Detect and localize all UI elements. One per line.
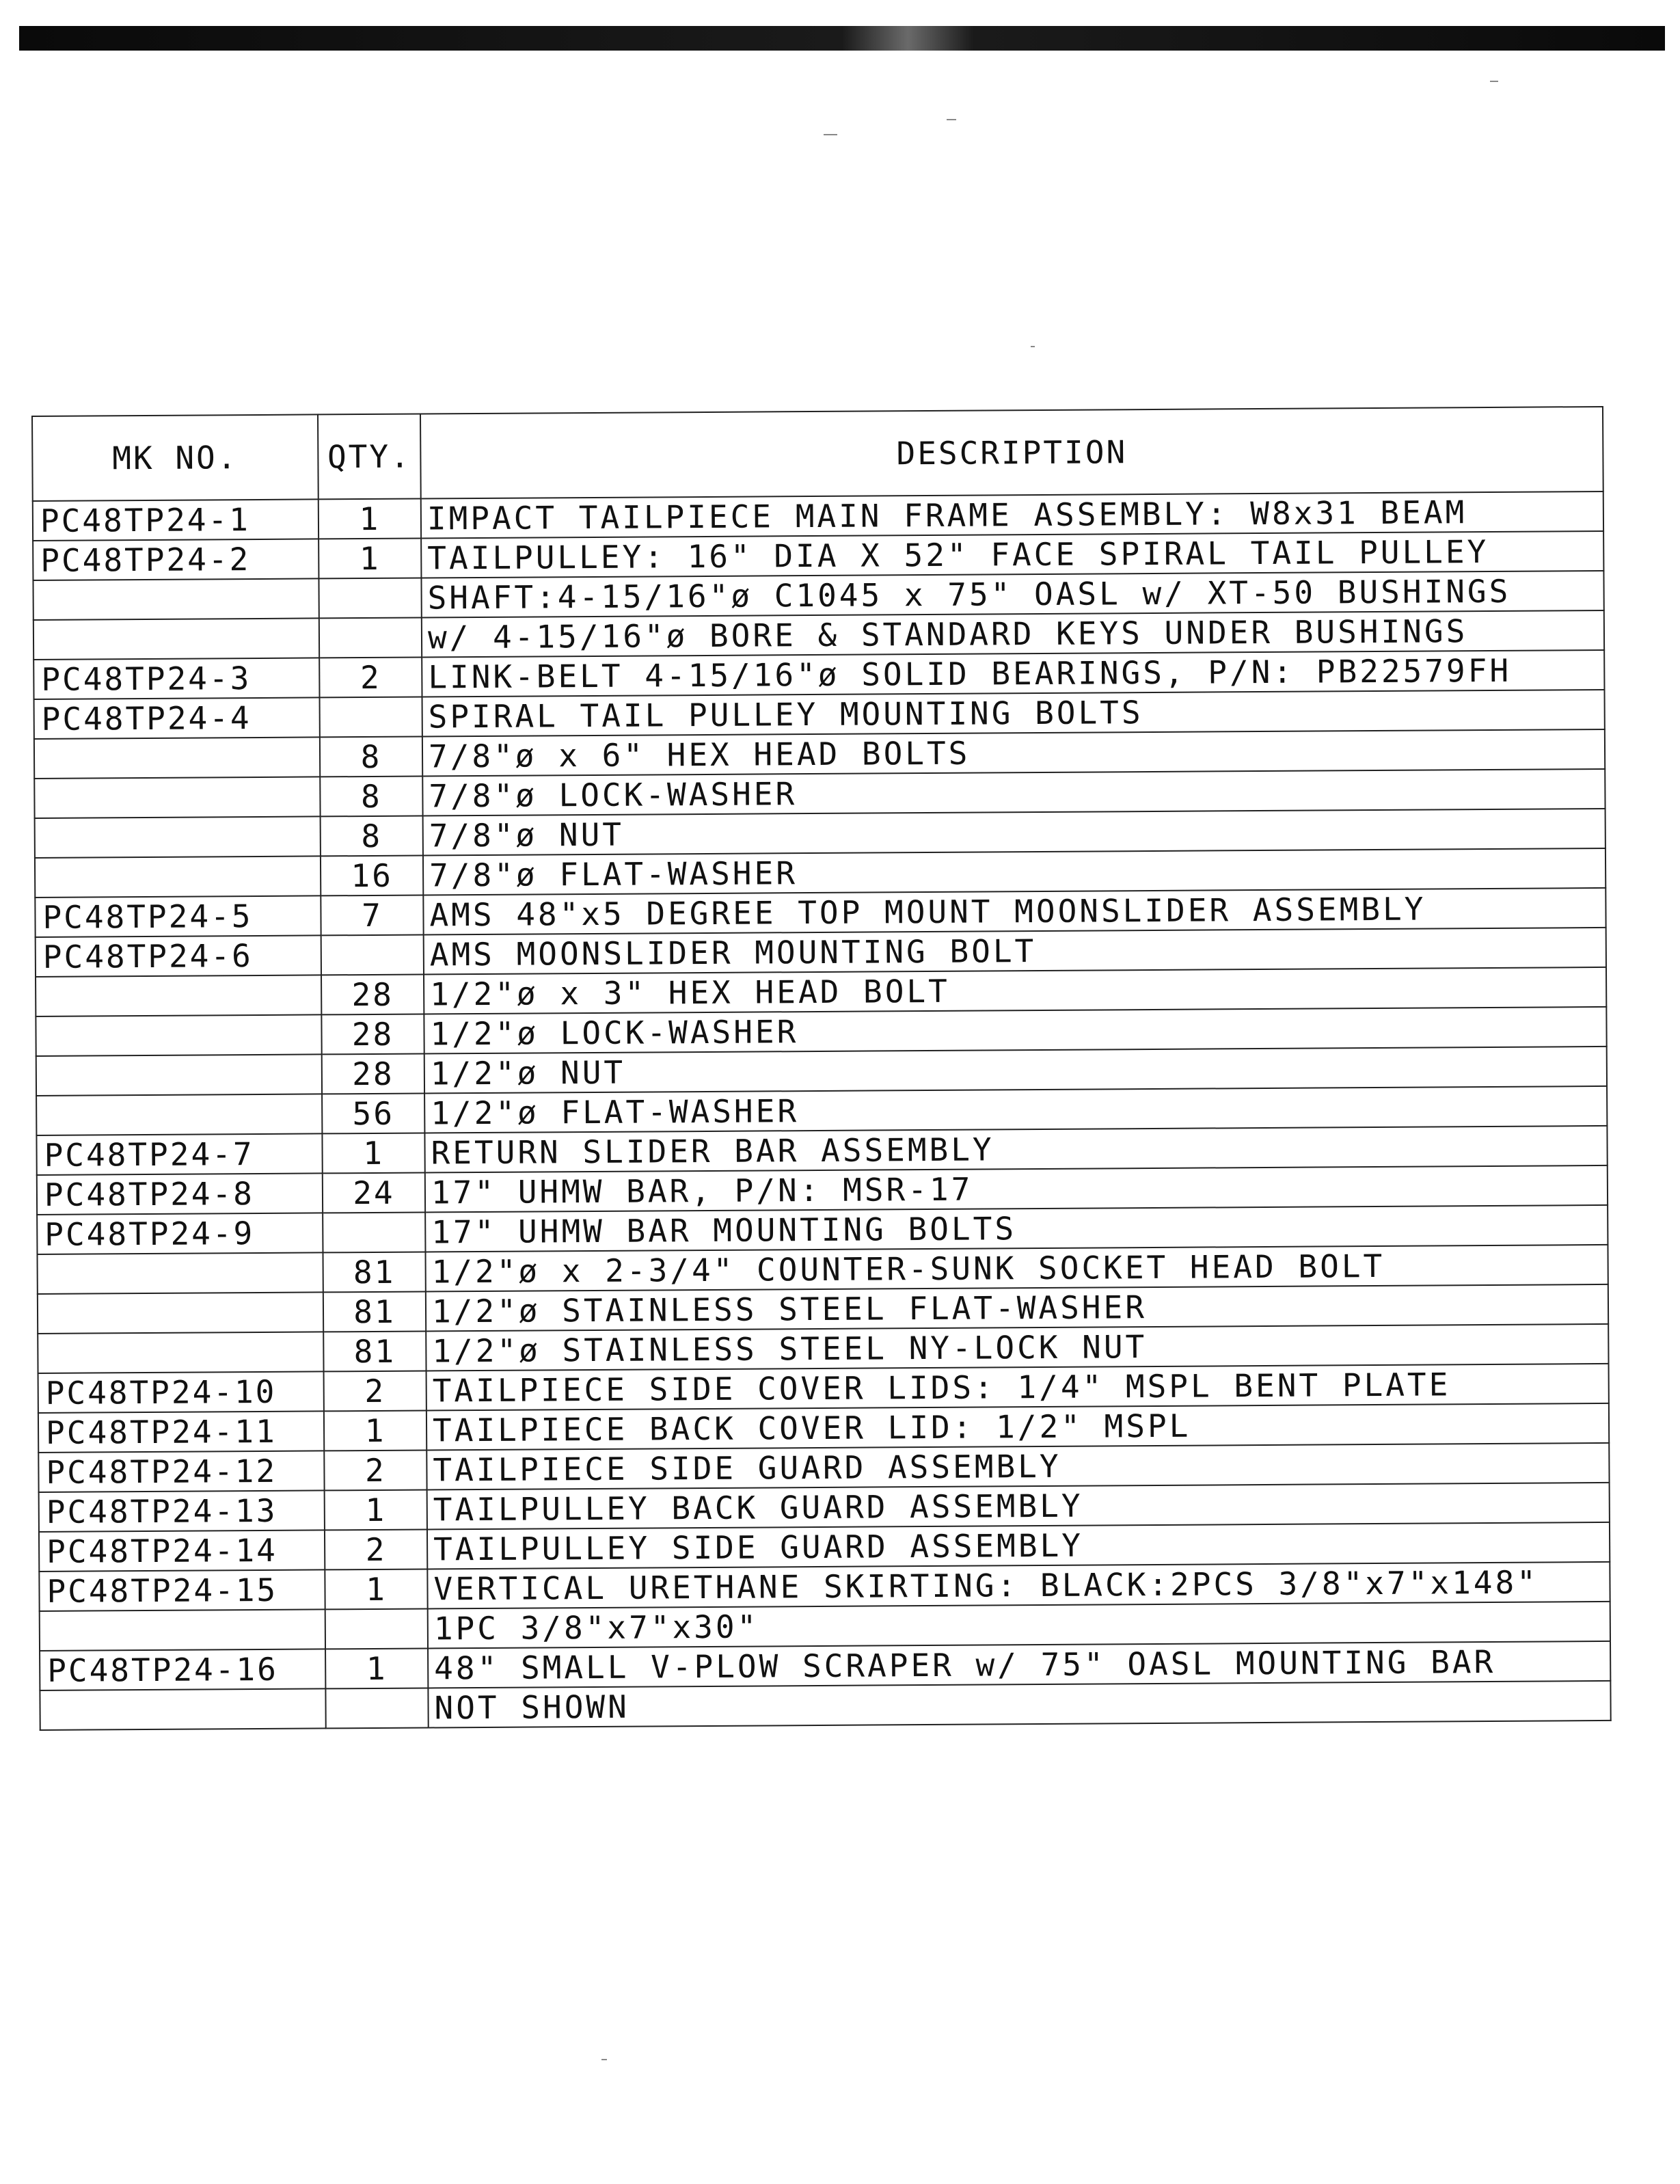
qty-cell: 1 <box>325 1648 428 1688</box>
mk-cell: PC48TP24-5 <box>35 895 321 937</box>
description-cell: 1/2"ø NUT <box>424 1047 1607 1094</box>
mk-cell <box>36 1054 322 1096</box>
mk-cell <box>37 1252 323 1294</box>
mk-cell <box>33 578 319 620</box>
qty-cell: 2 <box>324 1371 426 1411</box>
header-description: DESCRIPTION <box>420 407 1603 499</box>
mk-cell <box>36 1014 321 1056</box>
mk-cell <box>35 856 321 898</box>
scan-top-bar <box>19 26 1665 51</box>
bill-of-materials-table <box>31 406 1612 1731</box>
mk-cell: PC48TP24-6 <box>36 935 321 977</box>
description-cell: 7/8"ø NUT <box>423 809 1606 856</box>
mk-cell <box>34 777 320 818</box>
qty-cell: 2 <box>319 658 422 698</box>
qty-cell <box>323 1213 425 1253</box>
header-mk-no: MK NO. <box>32 414 319 501</box>
table-header-row <box>32 407 1603 501</box>
description-cell: 1/2"ø LOCK-WASHER <box>424 1007 1606 1054</box>
mk-cell: PC48TP24-4 <box>34 697 320 739</box>
mk-cell <box>34 737 320 779</box>
qty-cell <box>325 1608 428 1649</box>
qty-cell: 56 <box>322 1094 424 1134</box>
description-cell: NOT SHOWN <box>428 1681 1610 1728</box>
description-cell: VERTICAL URETHANE SKIRTING: BLACK:2PCS 3/8"x7"x148" <box>427 1562 1610 1609</box>
qty-cell <box>320 697 422 738</box>
mk-cell <box>38 1332 323 1373</box>
mk-cell: PC48TP24-13 <box>39 1490 325 1532</box>
qty-cell: 2 <box>325 1529 427 1569</box>
description-cell: TAILPULLEY SIDE GUARD ASSEMBLY <box>427 1522 1610 1569</box>
mk-cell: PC48TP24-8 <box>37 1173 323 1215</box>
mk-cell: PC48TP24-15 <box>39 1569 325 1611</box>
qty-cell <box>319 618 422 658</box>
qty-cell: 81 <box>323 1292 426 1332</box>
description-cell: LINK-BELT 4-15/16"ø SOLID BEARINGS, P/N: PB22579FH <box>422 650 1604 697</box>
mk-cell: PC48TP24-3 <box>33 658 319 699</box>
description-cell: TAILPIECE BACK COVER LID: 1/2" MSPL <box>426 1403 1609 1451</box>
description-cell: 1PC 3/8"x7"x30" <box>428 1602 1610 1649</box>
description-cell: TAILPULLEY BACK GUARD ASSEMBLY <box>427 1483 1610 1530</box>
mk-cell <box>40 1688 325 1730</box>
description-cell: 1/2"ø STAINLESS STEEL NY-LOCK NUT <box>426 1324 1608 1371</box>
mk-cell: PC48TP24-12 <box>38 1451 324 1492</box>
description-cell: IMPACT TAILPIECE MAIN FRAME ASSEMBLY: W8x31 BEAM <box>421 491 1603 539</box>
qty-cell <box>325 1688 428 1728</box>
qty-cell: 1 <box>325 1569 427 1609</box>
qty-cell: 8 <box>320 777 422 817</box>
mk-cell <box>40 1609 325 1651</box>
mk-cell <box>36 975 321 1016</box>
description-cell: 17" UHMW BAR, P/N: MSR-17 <box>425 1165 1608 1213</box>
description-cell: SHAFT:4-15/16"ø C1045 x 75" OASL w/ XT-50 BUSHINGS <box>421 571 1603 618</box>
qty-cell: 81 <box>323 1331 426 1371</box>
description-cell: 7/8"ø FLAT-WASHER <box>423 848 1606 895</box>
description-cell: 1/2"ø x 3" HEX HEAD BOLT <box>424 967 1606 1014</box>
description-cell: SPIRAL TAIL PULLEY MOUNTING BOLTS <box>422 690 1605 737</box>
mk-cell: PC48TP24-2 <box>33 539 319 580</box>
description-cell: 1/2"ø x 2-3/4" COUNTER-SUNK SOCKET HEAD BOLT <box>425 1245 1608 1292</box>
qty-cell: 28 <box>322 1054 424 1094</box>
mk-cell: PC48TP24-1 <box>33 499 319 541</box>
qty-cell: 8 <box>320 737 422 777</box>
mk-cell <box>33 618 319 660</box>
mk-cell: PC48TP24-16 <box>40 1649 325 1690</box>
mk-cell: PC48TP24-10 <box>38 1371 324 1413</box>
description-cell: AMS MOONSLIDER MOUNTING BOLT <box>424 928 1606 975</box>
description-cell: 7/8"ø LOCK-WASHER <box>422 769 1605 816</box>
qty-cell: 28 <box>321 1014 424 1055</box>
mk-cell: PC48TP24-7 <box>36 1133 322 1175</box>
qty-cell: 2 <box>324 1450 426 1490</box>
description-cell: 48" SMALL V-PLOW SCRAPER w/ 75" OASL MOUNTING BAR <box>428 1641 1610 1688</box>
qty-cell: 7 <box>321 895 423 936</box>
description-cell: TAILPULLEY: 16" DIA X 52" FACE SPIRAL TAIL PULLEY <box>421 531 1603 578</box>
mk-cell <box>35 816 321 858</box>
description-cell: AMS 48"x5 DEGREE TOP MOUNT MOONSLIDER ASSEMBLY <box>423 888 1606 935</box>
qty-cell: 1 <box>319 539 421 579</box>
header-qty: QTY. <box>318 414 421 500</box>
qty-cell: 1 <box>324 1410 426 1451</box>
mk-cell: PC48TP24-11 <box>38 1411 324 1453</box>
description-cell: 1/2"ø STAINLESS STEEL FLAT-WASHER <box>426 1284 1608 1332</box>
qty-cell: 1 <box>325 1489 427 1530</box>
qty-cell: 28 <box>321 975 424 1015</box>
mk-cell: PC48TP24-9 <box>37 1213 323 1254</box>
qty-cell: 1 <box>322 1133 424 1174</box>
description-cell: 7/8"ø x 6" HEX HEAD BOLTS <box>422 729 1605 777</box>
description-cell: TAILPIECE SIDE GUARD ASSEMBLY <box>426 1443 1609 1490</box>
description-cell: TAILPIECE SIDE COVER LIDS: 1/4" MSPL BENT PLATE <box>426 1364 1609 1411</box>
mk-cell <box>38 1292 323 1334</box>
qty-cell: 1 <box>319 499 421 539</box>
qty-cell: 24 <box>323 1173 425 1213</box>
mk-cell: PC48TP24-14 <box>39 1530 325 1572</box>
mk-cell <box>36 1094 322 1135</box>
description-cell: 17" UHMW BAR MOUNTING BOLTS <box>425 1205 1608 1252</box>
qty-cell <box>321 935 424 975</box>
description-cell: w/ 4-15/16"ø BORE & STANDARD KEYS UNDER BUSHINGS <box>422 610 1604 658</box>
qty-cell: 81 <box>323 1252 425 1293</box>
qty-cell <box>319 578 421 619</box>
qty-cell: 16 <box>321 856 423 896</box>
description-cell: 1/2"ø FLAT-WASHER <box>424 1086 1607 1133</box>
qty-cell: 8 <box>321 816 423 857</box>
description-cell: RETURN SLIDER BAR ASSEMBLY <box>424 1126 1607 1173</box>
